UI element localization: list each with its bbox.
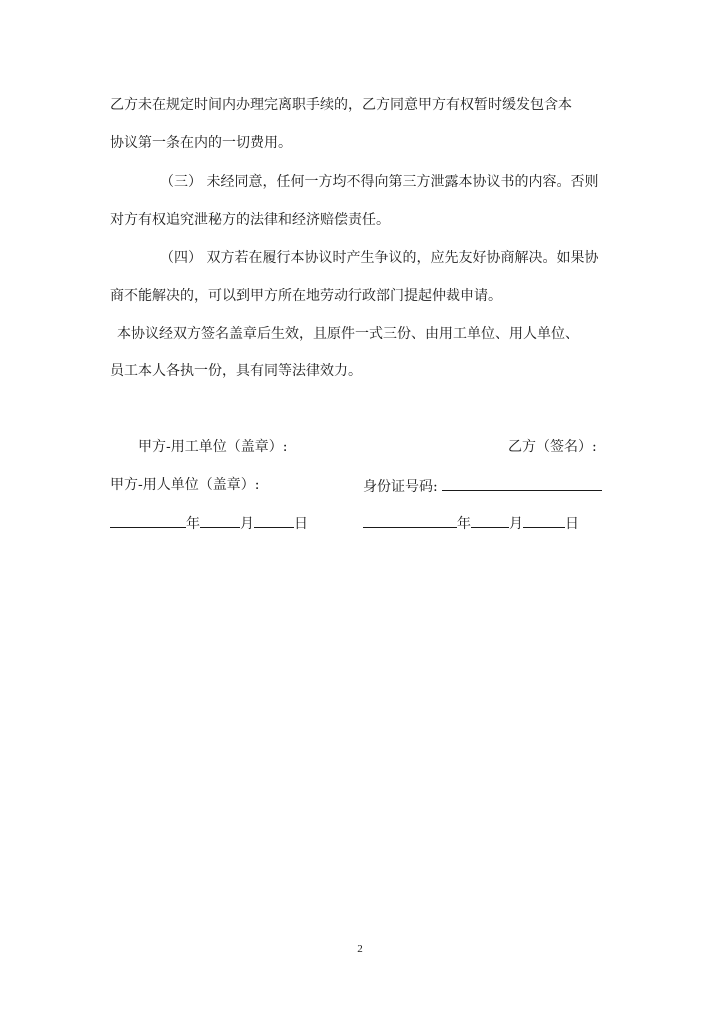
year-blank xyxy=(363,513,457,528)
day-blank xyxy=(254,513,294,528)
year-label: 年 xyxy=(457,516,471,532)
day-blank xyxy=(523,513,565,528)
day-label: 日 xyxy=(565,516,579,532)
month-blank xyxy=(200,513,240,528)
party-a-employer-label: 甲方-用工单位（盖章）: xyxy=(138,439,288,455)
id-number-row xyxy=(363,476,602,496)
paragraph-line: （三） 未经同意，任何一方均不得向第三方泄露本协议书的内容。否则 xyxy=(160,174,599,190)
year-label: 年 xyxy=(186,516,200,532)
year-blank xyxy=(110,513,186,528)
paragraph-line: （四） 双方若在履行本协议时产生争议的，应先友好协商解决。如果协 xyxy=(160,250,599,266)
id-number-label: 身份证号码: xyxy=(363,479,438,495)
paragraph-line: 员工本人各执一份，具有同等法律效力。 xyxy=(110,363,362,379)
month-label: 月 xyxy=(509,516,523,532)
paragraph-line: 本协议经双方签名盖章后生效，且原件一式三份、由用工单位、用人单位、 xyxy=(117,326,579,342)
paragraph-line: 乙方未在规定时间内办理完离职手续的，乙方同意甲方有权暂时缓发包含本 xyxy=(110,97,572,113)
date-left xyxy=(110,513,308,533)
paragraph-line: 商不能解决的，可以到甲方所在地劳动行政部门提起仲裁申请。 xyxy=(110,288,502,304)
party-a-agency-label: 甲方-用人单位（盖章）: xyxy=(110,477,260,493)
date-right xyxy=(363,513,579,533)
paragraph-line: 协议第一条在内的一切费用。 xyxy=(110,135,292,151)
id-number-blank xyxy=(442,476,602,491)
party-b-label: 乙方（签名）: xyxy=(508,439,597,455)
page-number: 2 xyxy=(357,943,363,955)
day-label: 日 xyxy=(294,516,308,532)
month-blank xyxy=(471,513,509,528)
paragraph-line: 对方有权追究泄秘方的法律和经济赔偿责任。 xyxy=(110,212,390,228)
month-label: 月 xyxy=(240,516,254,532)
